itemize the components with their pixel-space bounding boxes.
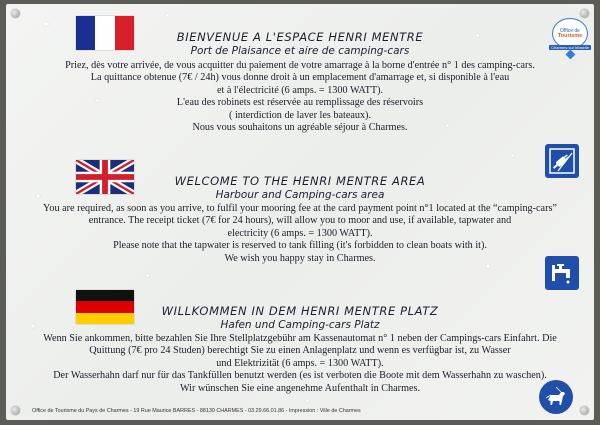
english-line: We wish you happy stay in Charmes.: [224, 252, 376, 264]
french-paragraph: [26, 60, 574, 134]
german-line: Wenn Sie ankommen, bitte bezahlen Sie Ihre Stellplatzgebühr am Kassenautomat n° 1 neben der Campings-cars Einfahrt. Die: [43, 333, 557, 344]
german-title: WILLKOMMEN IN DEM HENRI MENTRE PLATZ: [161, 304, 439, 318]
german-line: Quittung (7€ pro 24 Studen) berechtigt Sie zu einen Anlagenplatz und wenn es verfügbar ist, zu Wasser: [89, 345, 511, 357]
screw-icon: [580, 406, 589, 415]
logo-line-1: Office de: [560, 27, 580, 34]
english-line: Please note that the tapwater is reserved to tank filling (it's forbidden to clean boats with it).: [113, 240, 487, 252]
french-line: Priez, dès votre arrivée, de vous acquitter du paiement de votre amarrage à la borne d'entrée n° 1 des camping-cars.: [65, 60, 535, 71]
english-paragraph: [26, 203, 574, 265]
screw-icon: [11, 9, 20, 18]
water-tap-icon: [545, 256, 579, 290]
german-paragraph: [26, 333, 574, 395]
english-line: You are required, as soon as you arrive, to fulfil your mooring fee at the card payment point n°1 located at the “camping-cars”: [43, 203, 557, 214]
dog-leash-icon: [539, 380, 573, 414]
german-line: Der Wasserhahn darf nur für das Tankfüllen benutzt werden (es ist verboten die Boote mit dem Wasserhahn zu waschen).: [53, 370, 547, 382]
footer-address: Office de Tourisme du Pays de Charmes - 19 Rue Maurice BARRES - 88130 CHARMES - 03.29.66.01.86 - Impression : Ville de Charmes: [32, 408, 361, 414]
german-line: Wir wünschen Sie eine angenehme Aufenthalt in Charmes.: [179, 382, 421, 394]
german-subtitle: Hafen und Camping-cars Platz: [220, 319, 380, 331]
english-title: WELCOME TO THE HENRI MENTRE AREA: [174, 174, 426, 188]
french-line: ( interdiction de laver les bateaux).: [229, 109, 371, 121]
french-subtitle: Port de Plaisance et aire de camping-cars: [190, 45, 410, 57]
screw-icon: [580, 9, 589, 18]
english-subtitle: Harbour and Camping-cars area: [215, 189, 385, 201]
french-line: et à l'électricité (6 amps. = 1300 WATT).: [216, 84, 384, 96]
electric-plug-icon: [545, 144, 579, 178]
information-sign: [6, 4, 594, 420]
logo-line-2: Tourisme: [557, 32, 583, 39]
french-line: Nous vous souhaitons un agréable séjour à Charmes.: [192, 122, 408, 134]
logo-band: Charmes sur Moselle: [551, 45, 589, 51]
german-line: und Elektrizität (6 amps. = 1300 WATT).: [216, 357, 384, 369]
english-line: electricity (6 amps. = 1300 WATT).: [227, 227, 373, 239]
french-line: La quittance obtenue (7€ / 24h) vous donne droit à un emplacement d'amarrage et, si disponible à l'eau: [90, 72, 510, 84]
english-line: entrance. The receipt ticket (7€ for 24 hours), will allow you to moor and use, if available, tapwater and: [88, 215, 512, 227]
screw-icon: [11, 406, 20, 415]
french-title: BIENVENUE A L'ESPACE HENRI MENTRE: [176, 30, 424, 44]
french-line: L'eau des robinets est réservée au remplissage des réservoirs: [176, 97, 424, 109]
